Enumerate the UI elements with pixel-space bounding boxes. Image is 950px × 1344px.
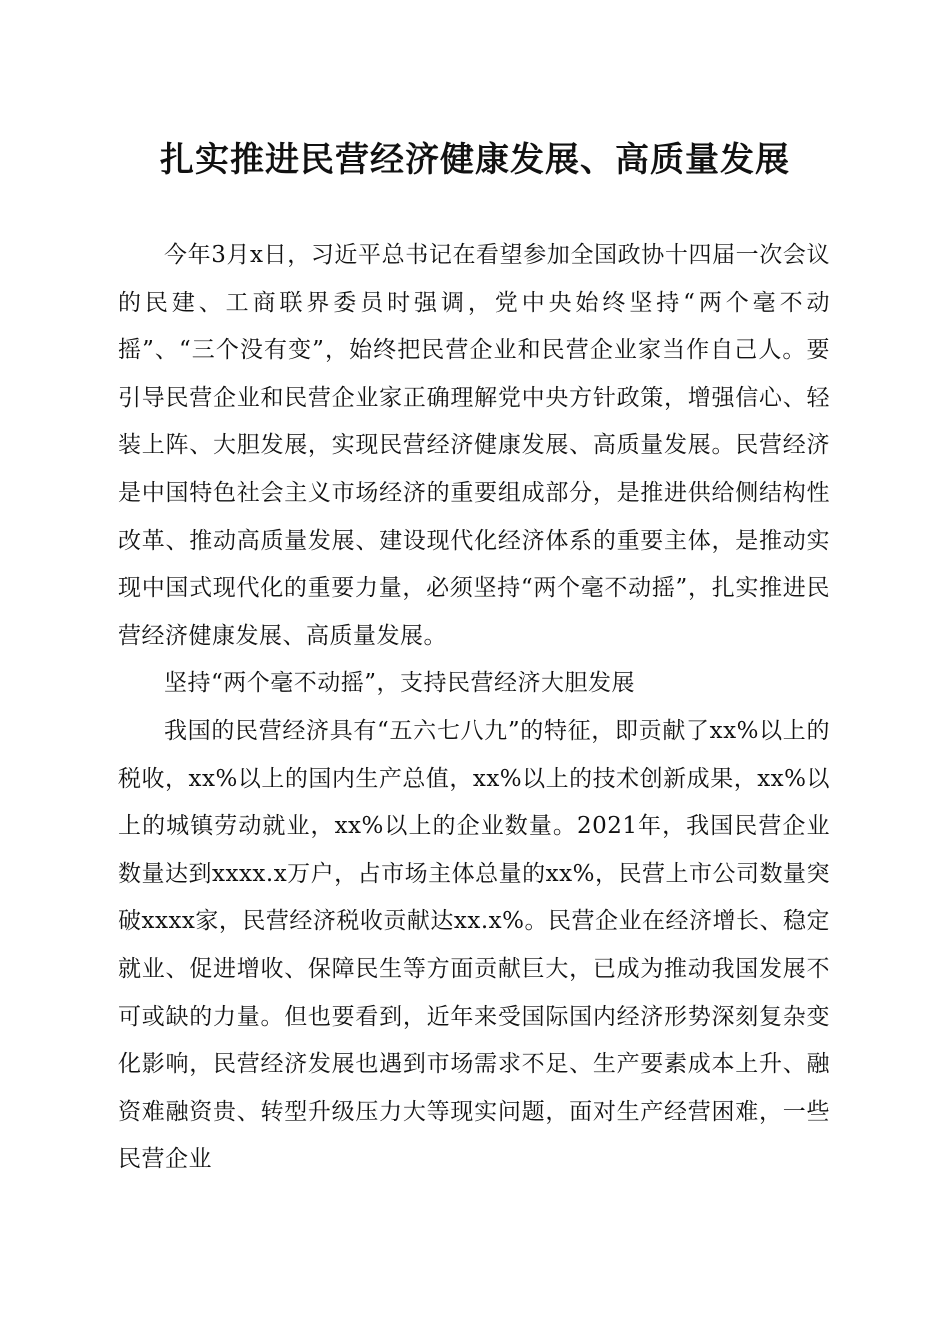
- document-body: [118, 232, 830, 1184]
- paragraph-private-economy: 我国的民营经济具有“五六七八九”的特征，即贡献了xx%以上的税收，xx%以上的国内生产总值，xx%以上的技术创新成果，xx%以上的城镇劳动就业，xx%以上的企业数量。2021年，我国民营企业数量达到xxxx.x万户，占市场主体总量的xx%，民营上市公司数量突破xxxx家，民营经济税收贡献达xx.x%。民营企业在经济增长、稳定就业、促进增收、保障民生等方面贡献巨大，已成为推动我国发展不可或缺的力量。但也要看到，近年来受国际国内经济形势深刻复杂变化影响，民营经济发展也遇到市场需求不足、生产要素成本上升、融资难融资贵、转型升级压力大等现实问题，面对生产经营困难，一些民营企业: [118, 717, 830, 1173]
- document-title: 扎实推进民营经济健康发展、高质量发展: [160, 140, 790, 180]
- paragraph-intro: 今年3月x日，习近平总书记在看望参加全国政协十四届一次会议的民建、工商联界委员时强调，党中央始终坚持“两个毫不动摇”、“三个没有变”，始终把民营企业和民营企业家当作自己人。要引导民营企业和民营企业家正确理解党中央方针政策，增强信心、轻装上阵、大胆发展，实现民营经济健康发展、高质量发展。民营经济是中国特色社会主义市场经济的重要组成部分，是推进供给侧结构性改革、推动高质量发展、建设现代化经济体系的重要主体，是推动实现中国式现代化的重要力量，必须坚持“两个毫不动摇”，扎实推进民营经济健康发展、高质量发展。: [118, 242, 830, 649]
- section-heading: 坚持“两个毫不动摇”，支持民营经济大胆发展: [164, 670, 636, 697]
